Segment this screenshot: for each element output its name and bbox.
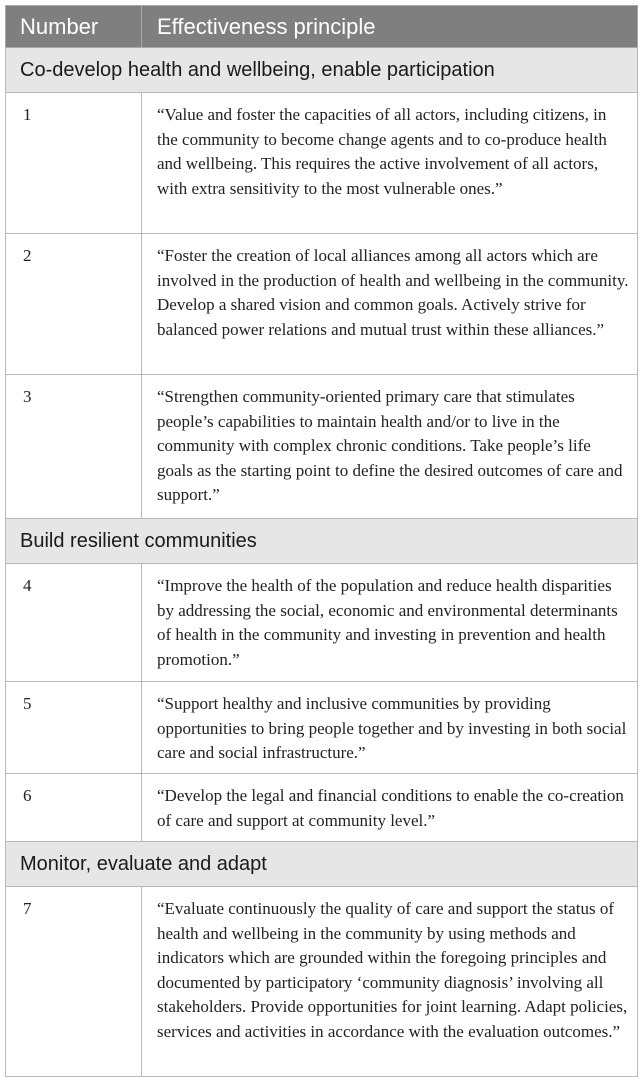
row-principle-text: “Strengthen community-oriented primary care that stimulates people’s capabilities to maintain health and/or to live in the community with complex chronic conditions. Take people’s life goals as the starting point to define the desired outcomes of care and support.” xyxy=(142,375,638,519)
section-row xyxy=(6,519,638,564)
table-row xyxy=(6,375,638,519)
row-principle-text: “Develop the legal and financial conditions to enable the co-creation of care and support at community level.” xyxy=(142,774,638,842)
section-row xyxy=(6,48,638,93)
row-number: 2 xyxy=(6,234,142,375)
section-row xyxy=(6,842,638,887)
table-row xyxy=(6,682,638,774)
row-principle-text: “Value and foster the capacities of all actors, including citizens, in the community to become change agents and to co-produce health and wellbeing. This requires the active involvement of all actors, with extra sensitivity to the most vulnerable ones.” xyxy=(142,93,638,234)
row-number: 4 xyxy=(6,564,142,682)
header-number: Number xyxy=(6,6,142,48)
row-number: 7 xyxy=(6,887,142,1077)
row-number: 6 xyxy=(6,774,142,842)
table-row xyxy=(6,93,638,234)
row-number: 1 xyxy=(6,93,142,234)
row-principle-text: “Evaluate continuously the quality of care and support the status of health and wellbeing in the community by using methods and indicators which are grounded within the foregoing principles and documented by participatory ‘community diagnosis’ involving all stakeholders. Provide opportunities for joint learning. Adapt policies, services and activities in accordance with the evaluation outcomes.” xyxy=(142,887,638,1077)
section-title: Build resilient communities xyxy=(6,519,638,564)
row-number: 5 xyxy=(6,682,142,774)
table-row xyxy=(6,234,638,375)
row-principle-text: “Foster the creation of local alliances among all actors which are involved in the production of health and wellbeing in the community. Develop a shared vision and common goals. Actively strive for balanced power relations and mutual trust within these alliances.” xyxy=(142,234,638,375)
section-title: Monitor, evaluate and adapt xyxy=(6,842,638,887)
table-row xyxy=(6,774,638,842)
table-row xyxy=(6,564,638,682)
header-principle: Effectiveness principle xyxy=(142,6,638,48)
principles-table xyxy=(5,5,638,1077)
row-principle-text: “Support healthy and inclusive communities by providing opportunities to bring people together and by investing in both social care and social infrastructure.” xyxy=(142,682,638,774)
row-principle-text: “Improve the health of the population and reduce health disparities by addressing the social, economic and environmental determinants of health in the community and investing in prevention and health promotion.” xyxy=(142,564,638,682)
header-row xyxy=(6,6,638,48)
table-row xyxy=(6,887,638,1077)
row-number: 3 xyxy=(6,375,142,519)
section-title: Co-develop health and wellbeing, enable participation xyxy=(6,48,638,93)
